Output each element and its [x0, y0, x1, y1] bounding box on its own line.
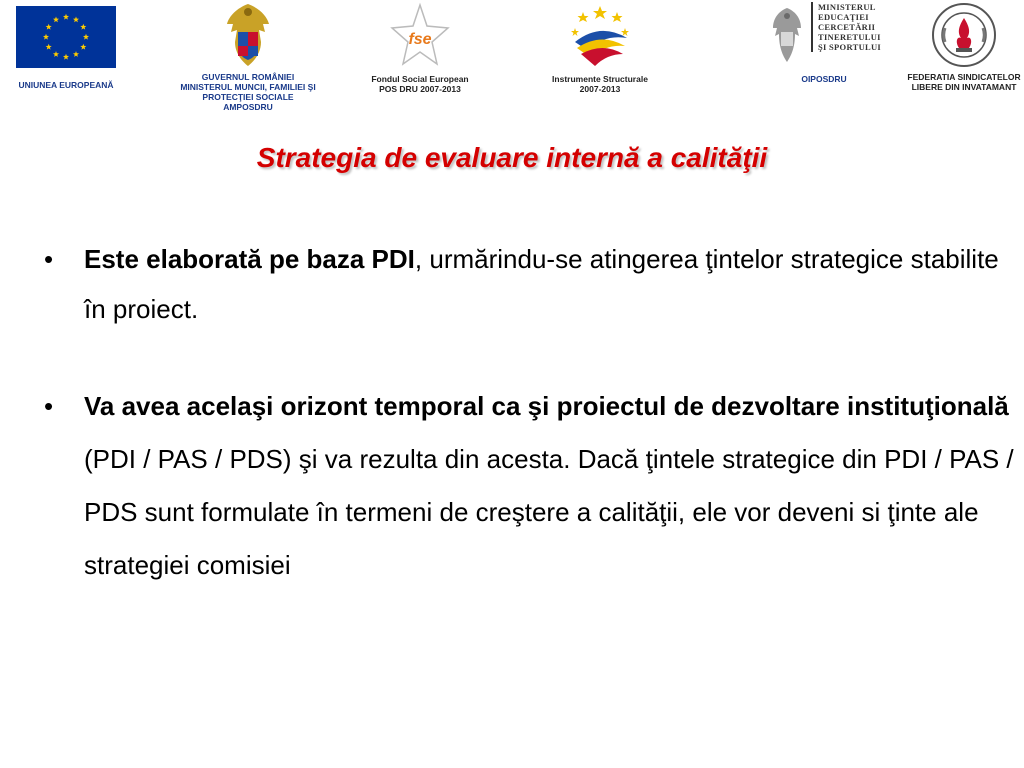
fse-logo-text: fse — [408, 31, 432, 48]
ministry-name-line: EDUCAŢIEI — [817, 12, 869, 22]
slide-content — [44, 234, 1014, 636]
logo-fse — [360, 2, 480, 94]
ministry-name-line: MINISTERUL — [817, 2, 876, 12]
bullet-text: (PDI / PAS / PDS) şi va rezulta din acesta. Dacă ţintele strategice din PDI / PAS / PDS sunt formulate în termeni de creştere a calităţii, ele vor deveni si ţinte ale strategiei comisiei — [84, 444, 1014, 580]
logo-oi-caption: OIPOSDRU — [801, 74, 847, 84]
ministry-name — [811, 2, 881, 52]
logo-gov-caption-line: GUVERNUL ROMÂNIEI — [201, 72, 295, 82]
bullet-dot: • — [44, 244, 54, 274]
logo-oi — [754, 2, 894, 84]
logo-eu — [10, 6, 122, 90]
slide-title: Strategia de evaluare internă a calităţii — [256, 142, 768, 173]
ministry-name-line: CERCETĂRII — [817, 22, 876, 32]
ministry-crest-icon — [767, 2, 807, 68]
logo-eu-caption: UNIUNEA EUROPEANĂ — [18, 80, 114, 90]
structural-instruments-icon — [565, 2, 635, 72]
logo-strip — [0, 0, 1024, 130]
logo-gov-caption-line: MINISTERUL MUNCII, FAMILIEI ŞI — [180, 82, 316, 92]
logo-fsli-caption-line: FEDERATIA SINDICATELOR — [907, 72, 1021, 82]
romania-coat-of-arms-icon — [223, 2, 273, 68]
ministry-logo — [767, 2, 881, 68]
logo-is — [542, 2, 658, 94]
logo-fsli — [908, 2, 1020, 92]
bullet-item — [44, 234, 1014, 334]
fse-star-icon — [390, 2, 450, 72]
bullet-bold-text: Va avea acelaşi orizont temporal ca şi proiectul de dezvoltare instituţională — [84, 391, 1009, 421]
logo-gov-caption — [180, 72, 315, 112]
logo-is-caption-line: Instrumente Structurale — [552, 74, 648, 84]
bullet-item — [44, 380, 1014, 592]
logo-gov-caption-line: AMPOSDRU — [223, 102, 273, 112]
bullet-text: , urmărindu-se atingerea ţintelor strategice stabilite în proiect. — [84, 244, 999, 324]
logo-fse-caption — [371, 74, 468, 94]
eu-flag-icon — [16, 6, 116, 68]
logo-gov-caption-line: PROTECŢIEI SOCIALE — [202, 92, 294, 102]
fsli-seal-icon — [931, 2, 997, 68]
logo-fsli-caption — [907, 72, 1020, 92]
logo-is-caption-line: 2007-2013 — [579, 84, 621, 94]
logo-is-caption — [552, 74, 648, 94]
logo-fsli-caption-line: LIBERE DIN INVATAMANT — [911, 82, 1017, 92]
ministry-name-line: ŞI SPORTULUI — [817, 42, 882, 52]
bullet-dot: • — [44, 391, 54, 421]
logo-fse-caption-line: POS DRU 2007-2013 — [379, 84, 461, 94]
logo-fse-caption-line: Fondul Social European — [371, 74, 469, 84]
logo-gov — [168, 2, 328, 112]
bullet-bold-text: Este elaborată pe baza PDI — [84, 244, 415, 274]
ministry-name-line: TINERETULUI — [817, 32, 881, 42]
